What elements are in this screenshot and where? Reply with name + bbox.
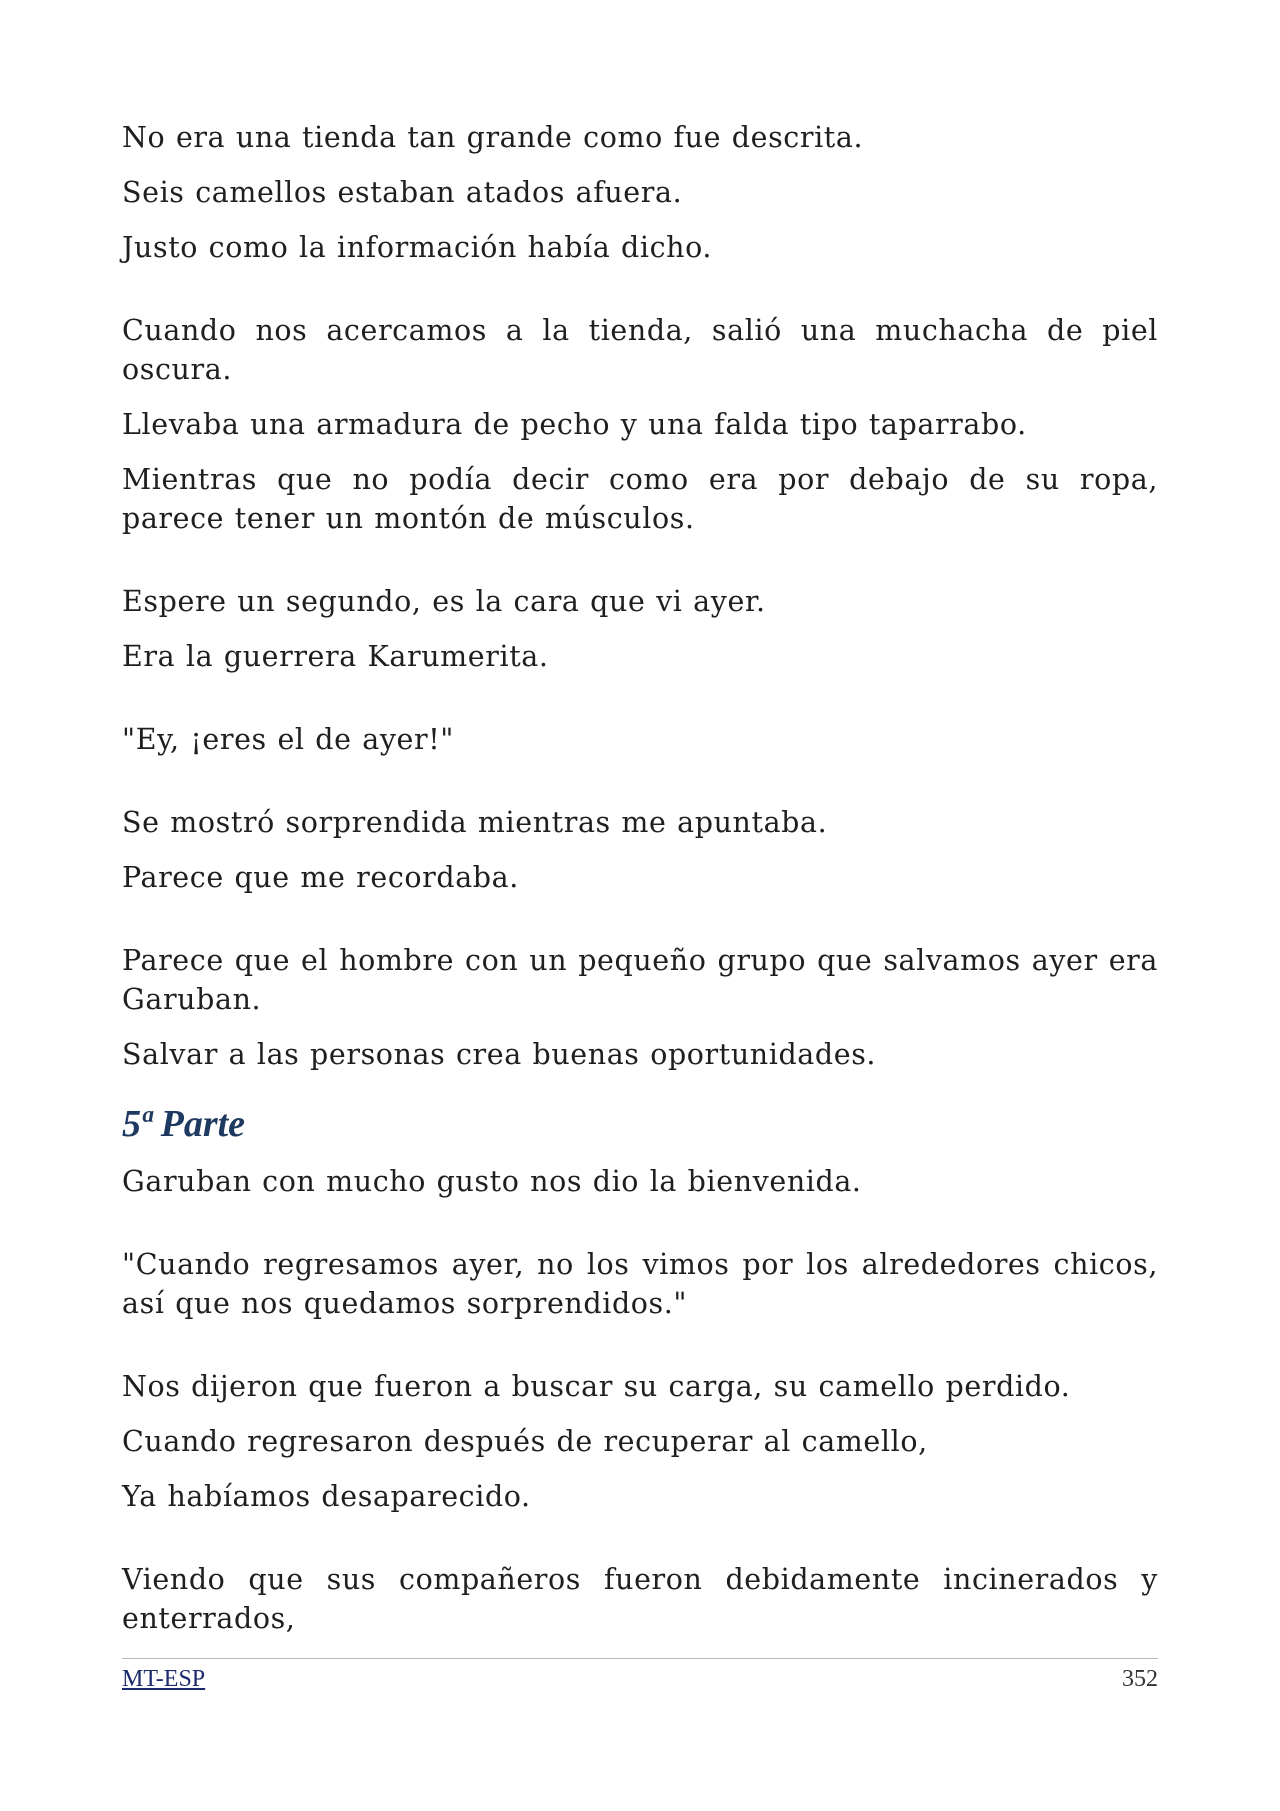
paragraph: Ya habíamos desaparecido.	[122, 1480, 531, 1513]
paragraph: Seis camellos estaban atados afuera.	[122, 176, 683, 209]
paragraph: Garuban con mucho gusto nos dio la bienvenida.	[122, 1165, 862, 1198]
page-body	[122, 118, 1158, 1654]
page-number: 352	[1122, 1666, 1158, 1692]
page-footer	[122, 1658, 1158, 1693]
paragraph: No era una tienda tan grande como fue descrita.	[122, 121, 864, 154]
paragraph: Espere un segundo, es la cara que vi ayer.	[122, 585, 766, 618]
paragraph: Parece que el hombre con un pequeño grupo que salvamos ayer era Garuban.	[122, 944, 1158, 1016]
dialogue-line: "Ey, ¡eres el de ayer!"	[122, 723, 454, 756]
paragraph: Mientras que no podía decir como era por debajo de su ropa, parece tener un montón de músculos.	[122, 463, 1158, 535]
paragraph: Era la guerrera Karumerita.	[122, 640, 549, 673]
paragraph: Se mostró sorprendida mientras me apuntaba.	[122, 806, 828, 839]
paragraph: Cuando regresaron después de recuperar al camello,	[122, 1425, 928, 1458]
dialogue-line: "Cuando regresamos ayer, no los vimos por los alrededores chicos, así que nos quedamos sorprendidos."	[122, 1248, 1158, 1320]
section-heading: 5ª Parte	[122, 1103, 246, 1145]
paragraph: Cuando nos acercamos a la tienda, salió una muchacha de piel oscura.	[122, 314, 1158, 386]
paragraph: Salvar a las personas crea buenas oportunidades.	[122, 1038, 877, 1071]
paragraph: Justo como la información había dicho.	[122, 231, 713, 264]
paragraph: Llevaba una armadura de pecho y una falda tipo taparrabo.	[122, 408, 1027, 441]
paragraph: Parece que me recordaba.	[122, 861, 519, 894]
footer-link[interactable]: MT-ESP	[122, 1666, 206, 1692]
paragraph: Viendo que sus compañeros fueron debidamente incinerados y enterrados,	[122, 1563, 1158, 1635]
paragraph: Nos dijeron que fueron a buscar su carga, su camello perdido.	[122, 1370, 1071, 1403]
